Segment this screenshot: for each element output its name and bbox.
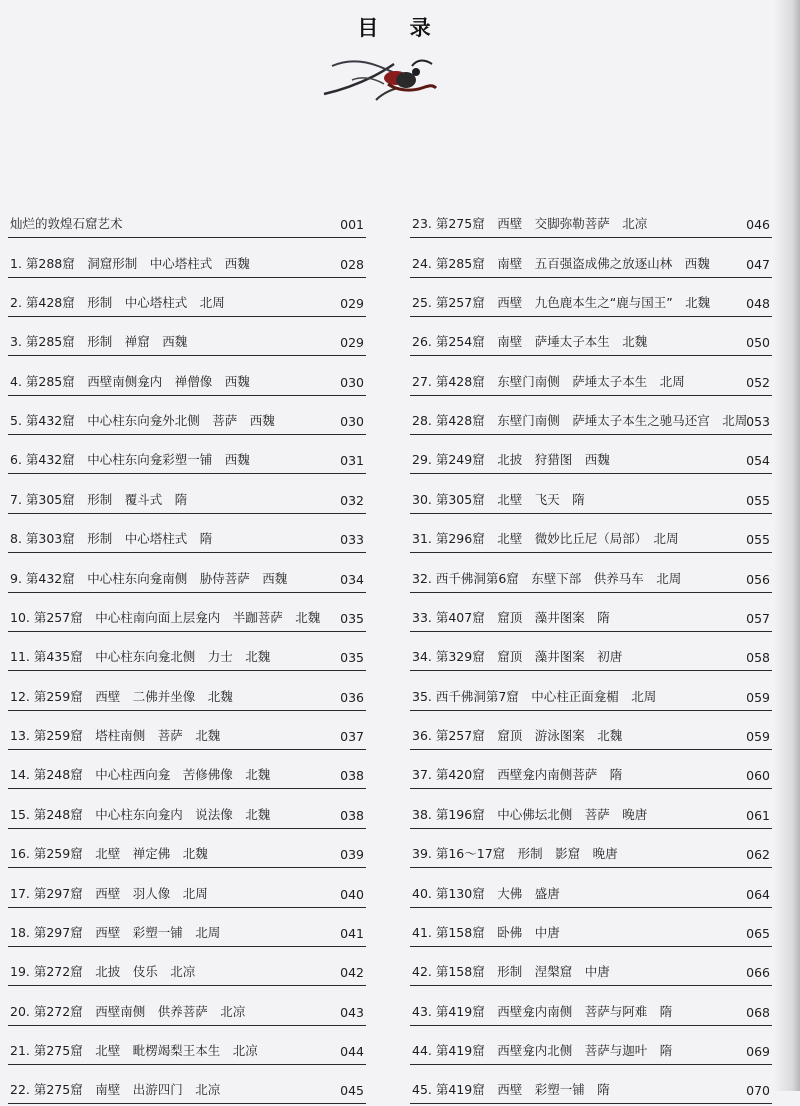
entry-title: 7. 第305窟 形制 覆斗式 隋 (10, 491, 188, 507)
entry-title: 33. 第407窟 窟顶 藻井图案 隋 (412, 609, 610, 625)
entry-title: 27. 第428窟 东壁门南侧 萨埵太子本生 北周 (412, 373, 685, 389)
entry-title: 29. 第249窟 北披 狩猎图 西魏 (412, 452, 610, 468)
entry-title: 10. 第257窟 中心柱南向面上层龛内 半跏菩萨 北魏 (10, 609, 321, 625)
toc-entry[interactable] (8, 830, 366, 868)
entry-page: 039 (340, 847, 364, 863)
toc-entry[interactable] (8, 633, 366, 671)
entry-page: 043 (340, 1004, 364, 1020)
toc-entry[interactable] (8, 751, 366, 789)
entry-page: 047 (746, 256, 770, 272)
toc-entry[interactable] (410, 948, 772, 986)
entry-title: 37. 第420窟 西壁龛内南侧菩萨 隋 (412, 767, 623, 783)
toc-entry[interactable] (410, 476, 772, 514)
toc-entry[interactable] (410, 436, 772, 474)
toc-entry[interactable] (410, 673, 772, 711)
entry-page: 030 (340, 374, 364, 390)
entry-page: 069 (746, 1044, 770, 1060)
toc-entry[interactable] (8, 358, 366, 396)
toc-entry[interactable] (410, 318, 772, 356)
toc-entry[interactable] (8, 948, 366, 986)
toc-entry[interactable] (410, 594, 772, 632)
entry-title: 13. 第259窟 塔柱南侧 菩萨 北魏 (10, 728, 221, 744)
entry-page: 065 (746, 925, 770, 941)
entry-page: 042 (340, 965, 364, 981)
toc-entry[interactable] (410, 515, 772, 553)
toc-entry[interactable] (8, 909, 366, 947)
entry-title: 42. 第158窟 形制 涅槃窟 中唐 (412, 964, 610, 980)
entry-page: 054 (746, 453, 770, 469)
entry-title: 31. 第296窟 北壁 微妙比丘尼（局部） 北周 (412, 531, 679, 547)
toc-entry[interactable] (410, 751, 772, 789)
entry-page: 035 (340, 650, 364, 666)
entry-title: 41. 第158窟 卧佛 中唐 (412, 924, 560, 940)
entry-page: 058 (746, 650, 770, 666)
toc-left-column (8, 200, 366, 1106)
entry-page: 035 (340, 610, 364, 626)
toc-entry[interactable] (410, 239, 772, 277)
toc-entry[interactable] (8, 869, 366, 907)
entry-page: 040 (340, 886, 364, 902)
entry-title: 32. 西千佛洞第6窟 东壁下部 供养马车 北周 (412, 570, 682, 586)
entry-title: 4. 第285窟 西壁南侧龛内 禅僧像 西魏 (10, 373, 250, 389)
entry-title: 28. 第428窟 东壁门南侧 萨埵太子本生之驰马还宫 北周 (412, 413, 748, 429)
entry-page: 052 (746, 374, 770, 390)
entry-page: 057 (746, 610, 770, 626)
entry-page: 046 (746, 217, 770, 233)
entry-title: 16. 第259窟 北壁 禅定佛 北魏 (10, 846, 208, 862)
entry-title: 20. 第272窟 西壁南侧 供养菩萨 北凉 (10, 1003, 246, 1019)
flying-apsara-ornament-icon (322, 54, 440, 104)
entry-title: 34. 第329窟 窟顶 藻井图案 初唐 (412, 649, 623, 665)
entry-title: 21. 第275窟 北壁 毗楞竭梨王本生 北凉 (10, 1043, 258, 1059)
entry-page: 059 (746, 729, 770, 745)
entry-page: 056 (746, 571, 770, 587)
toc-entry[interactable] (410, 869, 772, 907)
entry-page: 029 (340, 335, 364, 351)
toc-entry[interactable] (8, 476, 366, 514)
entry-page: 032 (340, 492, 364, 508)
toc-entry[interactable] (8, 397, 366, 435)
entry-title: 25. 第257窟 西壁 九色鹿本生之“鹿与国王” 北魏 (412, 294, 711, 310)
entry-title: 6. 第432窟 中心柱东向龛彩塑一铺 西魏 (10, 452, 250, 468)
entry-title: 43. 第419窟 西壁龛内南侧 菩萨与阿难 隋 (412, 1003, 673, 1019)
entry-title: 5. 第432窟 中心柱东向龛外北侧 菩萨 西魏 (10, 413, 275, 429)
entry-page: 031 (340, 453, 364, 469)
entry-page: 038 (340, 768, 364, 784)
toc-entry[interactable] (8, 515, 366, 553)
entry-page: 061 (746, 807, 770, 823)
toc-entry[interactable] (410, 1027, 772, 1065)
entry-page: 064 (746, 886, 770, 902)
entry-title: 44. 第419窟 西壁龛内北侧 菩萨与迦叶 隋 (412, 1043, 673, 1059)
entry-title: 38. 第196窟 中心佛坛北侧 菩萨 晚唐 (412, 806, 648, 822)
entry-title: 35. 西千佛洞第7窟 中心柱正面龛楣 北周 (412, 688, 657, 704)
toc-entry[interactable] (8, 594, 366, 632)
toc-entry[interactable] (410, 200, 772, 238)
entry-page: 059 (746, 689, 770, 705)
entry-title: 3. 第285窟 形制 禅窟 西魏 (10, 334, 188, 350)
entry-page: 033 (340, 532, 364, 548)
toc-right-column (410, 200, 772, 1106)
toc-entry[interactable] (410, 830, 772, 868)
toc-entry[interactable] (410, 633, 772, 671)
toc-entry[interactable] (8, 673, 366, 711)
entry-title: 9. 第432窟 中心柱东向龛南侧 胁侍菩萨 西魏 (10, 570, 288, 586)
entry-page: 055 (746, 532, 770, 548)
entry-title: 18. 第297窟 西壁 彩塑一铺 北周 (10, 924, 221, 940)
entry-title: 19. 第272窟 北披 伎乐 北凉 (10, 964, 196, 980)
entry-title: 40. 第130窟 大佛 盛唐 (412, 885, 560, 901)
entry-title: 14. 第248窟 中心柱西向龛 苦修佛像 北魏 (10, 767, 271, 783)
entry-page: 036 (340, 689, 364, 705)
entry-title: 11. 第435窟 中心柱东向龛北侧 力士 北魏 (10, 649, 271, 665)
toc-entry[interactable] (8, 791, 366, 829)
entry-page: 055 (746, 492, 770, 508)
entry-page: 034 (340, 571, 364, 587)
entry-page: 050 (746, 335, 770, 351)
entry-title: 8. 第303窟 形制 中心塔柱式 隋 (10, 531, 213, 547)
toc-entry[interactable] (8, 279, 366, 317)
entry-page: 068 (746, 1004, 770, 1020)
entry-page: 070 (746, 1083, 770, 1099)
entry-title: 36. 第257窟 窟顶 游泳图案 北魏 (412, 728, 623, 744)
entry-page: 053 (746, 414, 770, 430)
entry-title: 12. 第259窟 西壁 二佛并坐像 北魏 (10, 688, 233, 704)
entry-page: 066 (746, 965, 770, 981)
entry-title: 22. 第275窟 南壁 出游四门 北凉 (10, 1082, 221, 1098)
toc-entry[interactable] (8, 318, 366, 356)
entry-title: 24. 第285窟 南壁 五百强盗成佛之放逐山林 西魏 (412, 255, 710, 271)
toc-entry[interactable] (8, 988, 366, 1026)
entry-page: 044 (340, 1044, 364, 1060)
toc-entry[interactable] (410, 909, 772, 947)
entry-page: 060 (746, 768, 770, 784)
entry-title: 26. 第254窟 南壁 萨埵太子本生 北魏 (412, 334, 648, 350)
toc-entry[interactable] (410, 1066, 772, 1104)
entry-page: 001 (340, 217, 364, 233)
entry-title: 15. 第248窟 中心柱东向龛内 说法像 北魏 (10, 806, 271, 822)
entry-title: 灿烂的敦煌石窟艺术 (10, 216, 123, 232)
toc-entry[interactable] (8, 200, 366, 238)
toc-entry[interactable] (8, 239, 366, 277)
entry-page: 045 (340, 1083, 364, 1099)
toc-entry[interactable] (8, 1027, 366, 1065)
page-title: 目 录 (357, 16, 443, 40)
toc-entry[interactable] (410, 554, 772, 592)
toc-entry[interactable] (8, 1066, 366, 1104)
toc-entry[interactable] (410, 358, 772, 396)
entry-page: 062 (746, 847, 770, 863)
toc-entry[interactable] (410, 791, 772, 829)
toc-entry[interactable] (410, 712, 772, 750)
entry-title: 2. 第428窟 形制 中心塔柱式 北周 (10, 294, 225, 310)
entry-title: 23. 第275窟 西壁 交脚弥勒菩萨 北凉 (412, 216, 648, 232)
toc-entry[interactable] (410, 988, 772, 1026)
toc-entry[interactable] (8, 436, 366, 474)
toc-entry[interactable] (8, 554, 366, 592)
entry-page: 030 (340, 414, 364, 430)
entry-title: 1. 第288窟 洞窟形制 中心塔柱式 西魏 (10, 255, 250, 271)
entry-title: 45. 第419窟 西壁 彩塑一铺 隋 (412, 1082, 610, 1098)
entry-title: 17. 第297窟 西壁 羽人像 北周 (10, 885, 208, 901)
entry-page: 048 (746, 295, 770, 311)
toc-entry[interactable] (8, 712, 366, 750)
page-edge-shadow (774, 0, 800, 1091)
entry-page: 028 (340, 256, 364, 272)
entry-title: 30. 第305窟 北壁 飞天 隋 (412, 491, 585, 507)
entry-page: 029 (340, 295, 364, 311)
toc-entry[interactable] (410, 397, 772, 435)
entry-page: 038 (340, 807, 364, 823)
toc-entry[interactable] (410, 279, 772, 317)
entry-page: 037 (340, 729, 364, 745)
entry-title: 39. 第16～17窟 形制 影窟 晚唐 (412, 846, 618, 862)
entry-page: 041 (340, 925, 364, 941)
